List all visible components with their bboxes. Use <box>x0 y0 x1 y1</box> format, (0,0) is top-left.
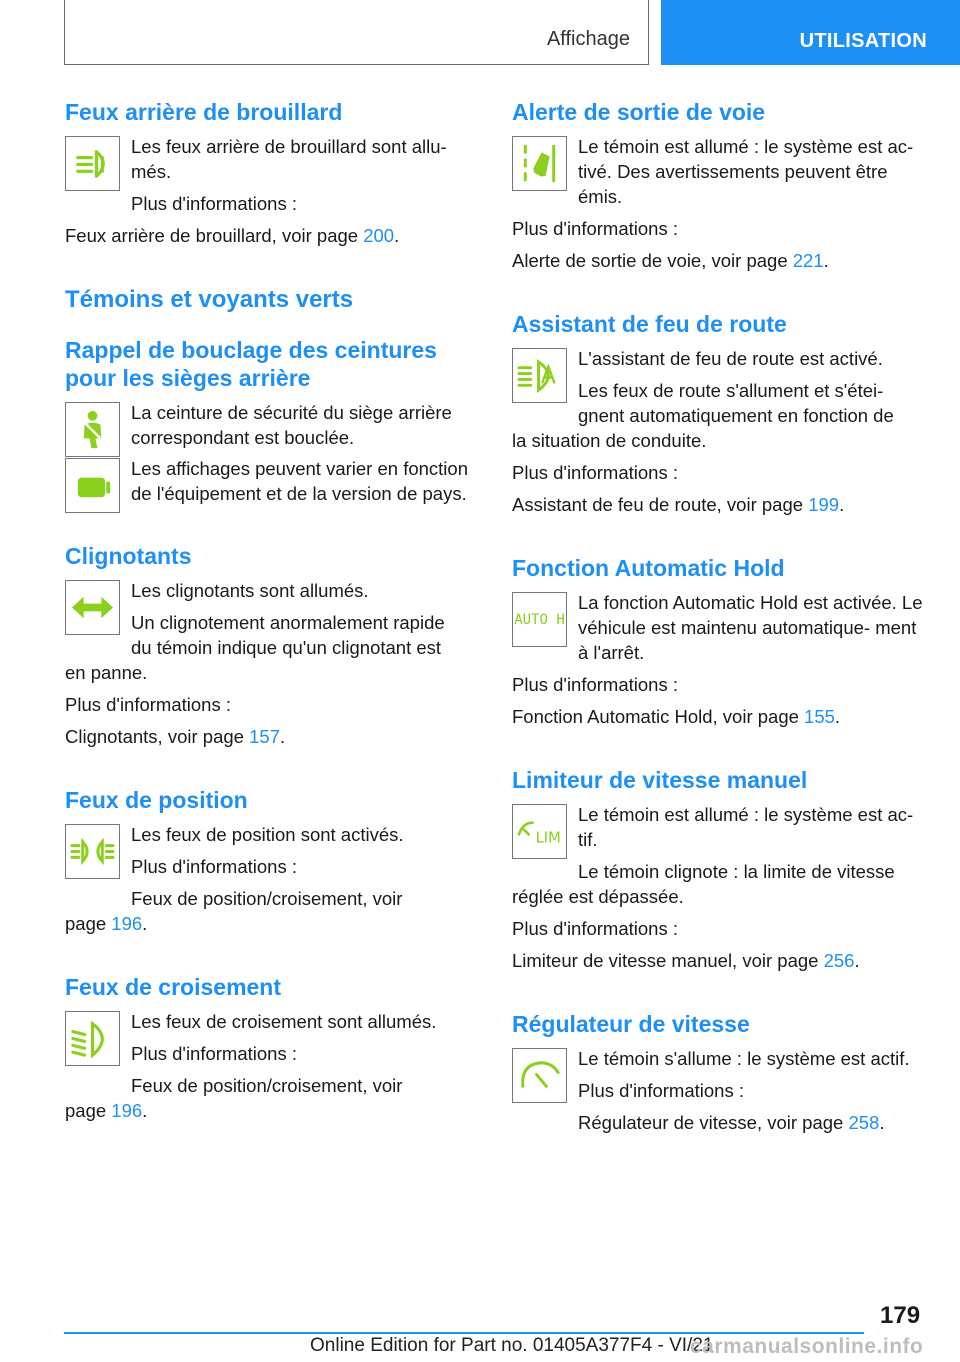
heading-speed-limiter: Limiteur de vitesse manuel <box>512 767 808 793</box>
position-desc: Les feux de position sont activés. <box>131 824 404 845</box>
heading-seatbelt: Rappel de bouclage des ceintures pour les sièges arrière <box>65 337 437 391</box>
limiter-blink: Le témoin clignote : la limite de vitesse <box>578 861 895 882</box>
rear-fog-more: Plus d'informations : <box>131 193 297 214</box>
header-section-title: Affichage <box>546 28 630 50</box>
low-beam-ref-a: Feux de position/croisement, voir <box>131 1075 403 1096</box>
watermark: carmanualsonline.info <box>690 1335 924 1358</box>
rear-fog-desc: Les feux arrière de brouillard sont allu‐ més. <box>131 136 447 182</box>
seatbelt-desc: La ceinture de sécurité du siège arrière correspondant est bouclée. <box>131 402 452 448</box>
block-lane-departure <box>512 134 928 209</box>
rear-fog-light-icon <box>65 136 120 191</box>
seatbelt-variant-icon <box>65 458 120 513</box>
block-seatbelt <box>65 400 481 456</box>
heading-cruise-control: Régulateur de vitesse <box>512 1011 750 1037</box>
heading-blinkers: Clignotants <box>65 543 192 569</box>
limiter-more: Plus d'informations : <box>512 918 678 939</box>
low-beam-page-link[interactable]: 196 <box>111 1100 143 1121</box>
seatbelt-variant-desc: Les affichages peuvent varier en fonction de l'équipement et de la version de pays. <box>131 458 468 504</box>
auto-hold-icon-text: AUTO H <box>514 611 565 628</box>
auto-hold-icon <box>512 592 567 647</box>
auto-hold-desc: La fonction Automatic Hold est activée. Le véhicule est maintenu automatique‐ ment à l'arrêt. <box>578 592 923 663</box>
cruise-control-icon <box>512 1048 567 1103</box>
high-beam-more: Plus d'informations : <box>512 462 678 483</box>
block-seatbelt-variant <box>65 456 481 512</box>
limiter-blink-cont: réglée est dépassée. <box>512 886 684 907</box>
position-more: Plus d'informations : <box>131 856 297 877</box>
heading-high-beam-assist: Assistant de feu de route <box>512 311 787 337</box>
cruise-desc: Le témoin s'allume : le système est actif. <box>578 1048 910 1069</box>
low-beam-more: Plus d'informations : <box>131 1043 297 1064</box>
high-beam-assist-icon <box>512 348 567 403</box>
block-auto-hold <box>512 590 928 665</box>
auto-hold-ref: Fonction Automatic Hold, voir page 155. <box>512 706 841 727</box>
cruise-ref: Régulateur de vitesse, voir page 258. <box>578 1112 885 1133</box>
blinkers-page-link[interactable]: 157 <box>249 726 280 747</box>
blinkers-more: Plus d'informations : <box>65 694 231 715</box>
cruise-more: Plus d'informations : <box>578 1080 744 1101</box>
footer-edition: Online Edition for Part no. 01405A377F4 - VI/21 <box>310 1335 714 1356</box>
low-beam-desc: Les feux de croisement sont allumés. <box>131 1011 437 1032</box>
high-beam-auto-cont: la situation de conduite. <box>512 430 707 451</box>
page-number: 179 <box>880 1302 921 1329</box>
header-chapter-tab <box>661 0 960 65</box>
high-beam-desc: L'assistant de feu de route est activé. <box>578 348 883 369</box>
heading-auto-hold: Fonction Automatic Hold <box>512 555 785 581</box>
lane-departure-ref: Alerte de sortie de voie, voir page 221. <box>512 250 829 271</box>
footer-divider <box>64 1332 864 1334</box>
block-cruise-control <box>512 1046 928 1135</box>
seatbelt-icon <box>65 402 120 457</box>
position-ref-a: Feux de position/croisement, voir <box>131 888 403 909</box>
heading-position-lights: Feux de position <box>65 787 248 813</box>
limiter-ref: Limiteur de vitesse manuel, voir page 256. <box>512 950 860 971</box>
high-beam-ref: Assistant de feu de route, voir page 199. <box>512 494 845 515</box>
heading-green-indicators: Témoins et voyants verts <box>65 286 354 313</box>
right-column <box>512 98 928 1142</box>
header-chapter-title: UTILISATION <box>799 30 927 52</box>
speed-limiter-icon-text: LIM <box>535 829 561 847</box>
blinkers-warning: Un clignotement anormalement rapide du témoin indique qu'un clignotant est <box>131 612 445 658</box>
lane-departure-icon <box>512 136 567 191</box>
lane-departure-desc: Le témoin est allumé : le système est ac‐ tivé. Des avertissements peuvent être émis. <box>578 136 914 207</box>
position-ref: page 196. <box>65 913 148 934</box>
lane-departure-page-link[interactable]: 221 <box>792 250 824 271</box>
blinkers-desc: Les clignotants sont allumés. <box>131 580 369 601</box>
low-beam-icon <box>65 1011 120 1066</box>
left-column <box>65 98 481 1130</box>
lane-departure-more: Plus d'informations : <box>512 218 678 239</box>
position-page-link[interactable]: 196 <box>111 913 143 934</box>
block-rear-fog <box>65 134 481 216</box>
block-low-beam <box>65 1009 481 1098</box>
block-speed-limiter <box>512 802 928 884</box>
header-section-box <box>64 0 649 65</box>
limiter-page-link[interactable]: 256 <box>823 950 855 971</box>
cruise-page-link[interactable]: 258 <box>848 1112 880 1133</box>
limiter-desc: Le témoin est allumé : le système est ac‐ tif. <box>578 804 914 850</box>
block-position-lights <box>65 822 481 911</box>
blinkers-ref: Clignotants, voir page 157. <box>65 726 286 747</box>
heading-lane-departure: Alerte de sortie de voie <box>512 99 766 125</box>
high-beam-page-link[interactable]: 199 <box>808 494 840 515</box>
position-light-icon <box>65 824 120 879</box>
rear-fog-ref: Feux arrière de brouillard, voir page 200. <box>65 225 400 246</box>
speed-limiter-icon <box>512 804 567 859</box>
low-beam-ref: page 196. <box>65 1100 148 1121</box>
blinkers-warning-cont: en panne. <box>65 662 148 683</box>
rear-fog-page-link[interactable]: 200 <box>363 225 395 246</box>
auto-hold-more: Plus d'informations : <box>512 674 678 695</box>
turn-signal-icon <box>65 580 120 635</box>
auto-hold-page-link[interactable]: 155 <box>804 706 835 727</box>
high-beam-auto: Les feux de route s'allument et s'étei‐ gnent automatiquement en fonction de <box>578 380 894 426</box>
block-blinkers <box>65 578 481 660</box>
heading-low-beam: Feux de croisement <box>65 974 282 1000</box>
block-high-beam-assist <box>512 346 928 428</box>
heading-rear-fog: Feux arrière de brouillard <box>65 99 343 125</box>
